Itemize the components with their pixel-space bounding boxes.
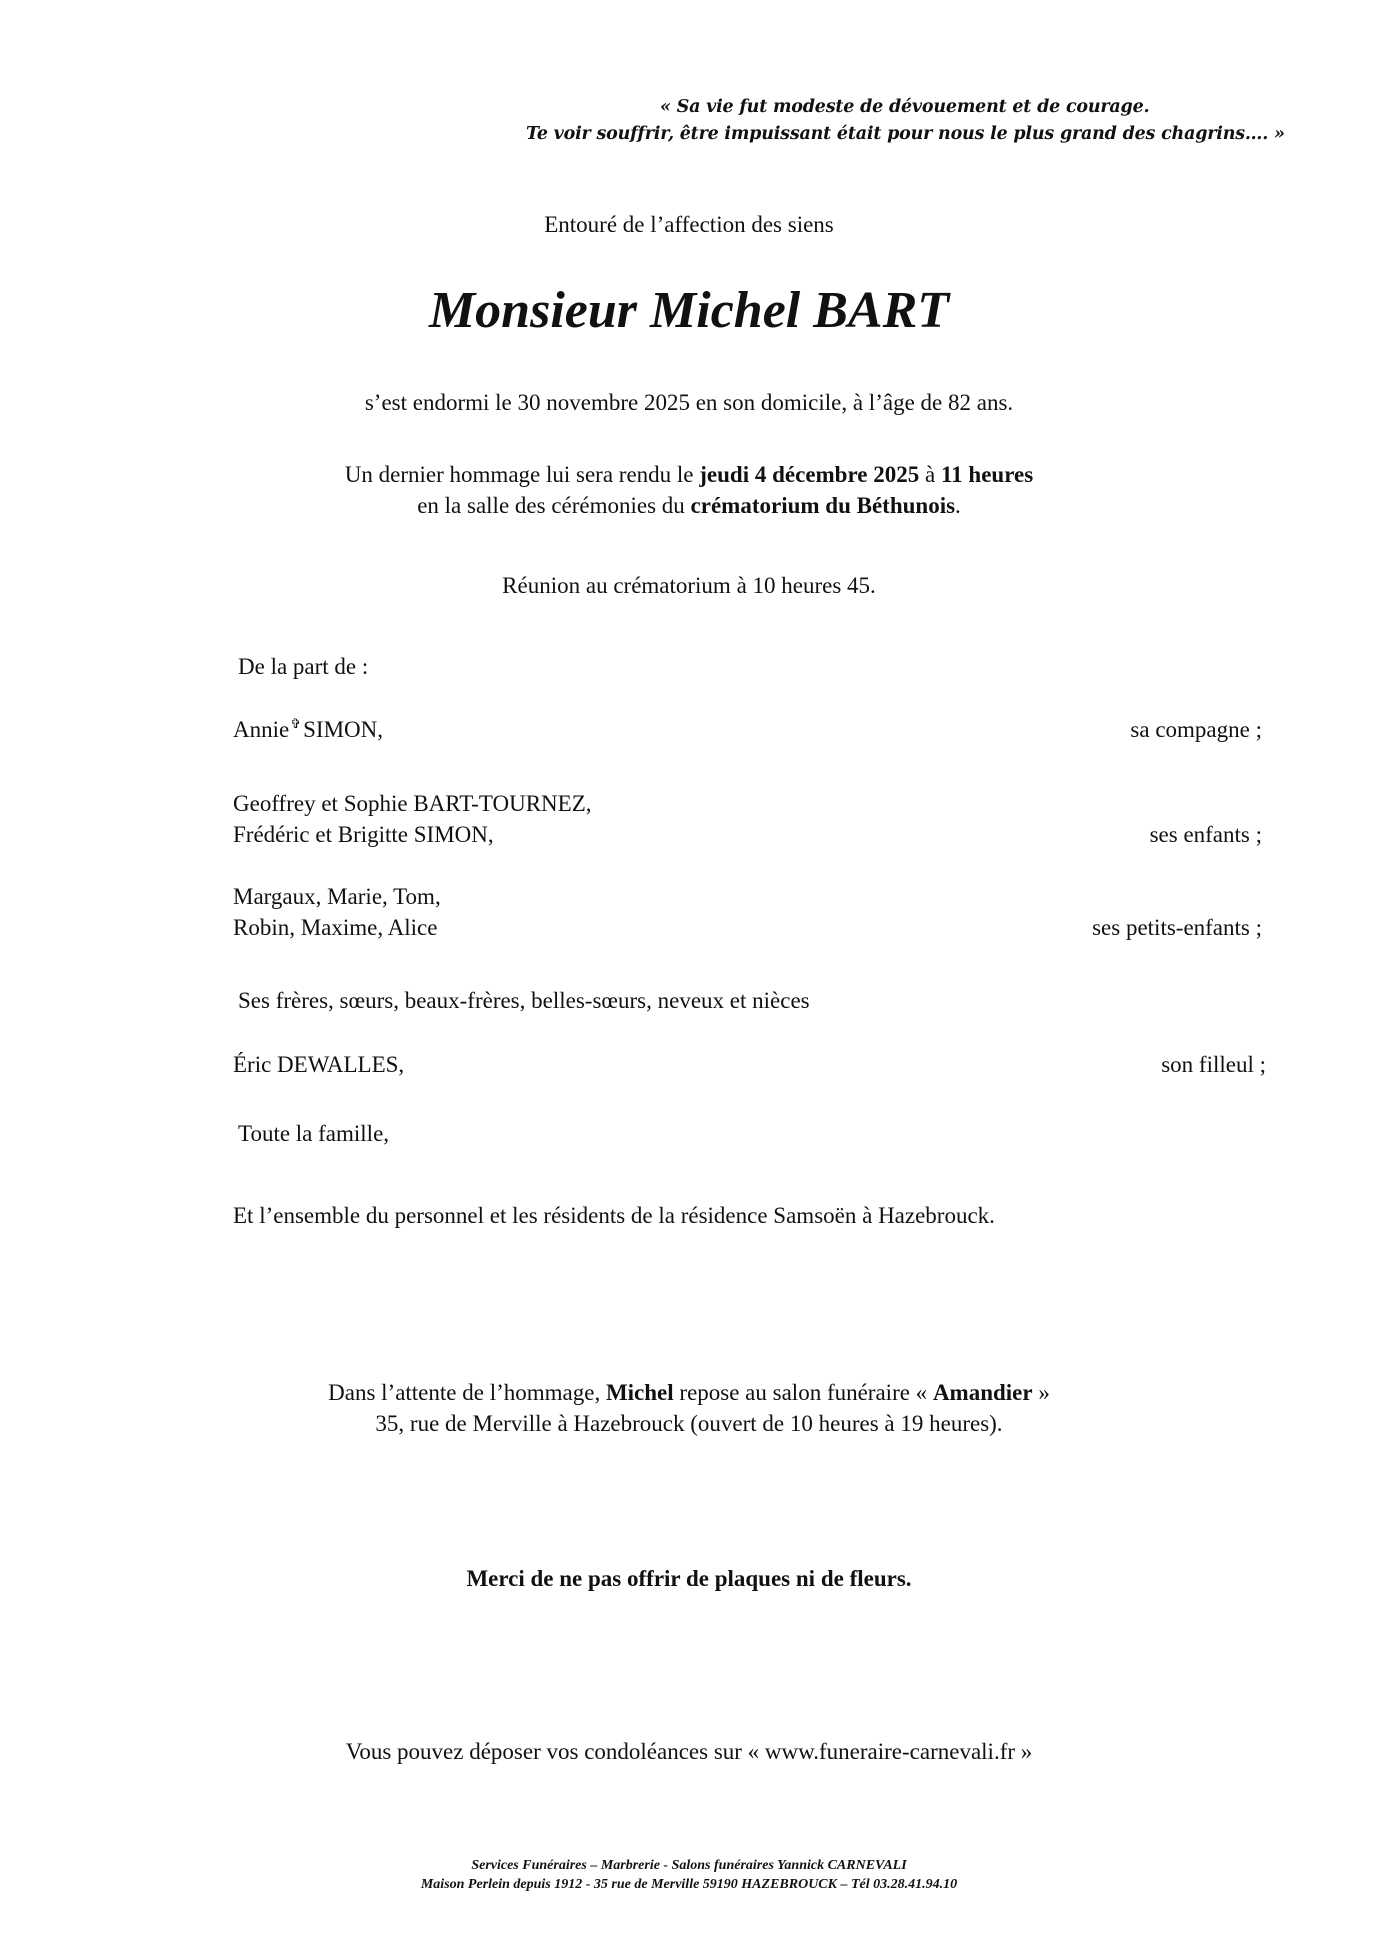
- family-relation: ses enfants ;: [1149, 822, 1262, 847]
- ceremony-place: crématorium du Béthunois: [690, 493, 956, 518]
- family-relation: sa compagne ;: [1130, 717, 1262, 742]
- family-name: Et l’ensemble du personnel et les résidents de la résidence Samsoën à Hazebrouck.: [233, 1203, 995, 1228]
- gathering-text: Réunion au crématorium à 10 heures 45.: [502, 573, 876, 598]
- viewing-mid: repose au salon funéraire «: [673, 1380, 933, 1405]
- family-name: Ses frères, sœurs, beaux-frères, belles-sœurs, neveux et nièces: [238, 988, 810, 1013]
- family-name: Geoffrey et Sophie BART-TOURNEZ,: [233, 791, 592, 816]
- viewing-name: Michel: [605, 1380, 674, 1405]
- ceremony-mid: à: [919, 462, 941, 487]
- family-name: Éric DEWALLES,: [233, 1052, 405, 1077]
- family-name: Annie: [233, 717, 290, 742]
- family-name: SIMON,: [303, 717, 383, 742]
- viewing-suffix: »: [1032, 1380, 1050, 1405]
- family-relation: son filleul ;: [1161, 1052, 1266, 1077]
- ceremony-date: jeudi 4 décembre 2025: [699, 462, 920, 487]
- ceremony-time: 11 heures: [940, 462, 1034, 487]
- viewing-salon: Amandier: [932, 1380, 1033, 1405]
- intro-text: Entouré de l’affection des siens: [544, 212, 834, 237]
- epigraph-line-2: Te voir souffrir, être impuissant était pour nous le plus grand des chagrins…. »: [526, 124, 1285, 144]
- from-label: De la part de :: [238, 654, 369, 679]
- viewing-prefix: Dans l’attente de l’hommage,: [328, 1380, 606, 1405]
- page-title: Monsieur Michel BART: [428, 282, 950, 339]
- ceremony-place-suffix: .: [955, 493, 961, 518]
- viewing-line-2: 35, rue de Merville à Hazebrouck (ouvert de 10 heures à 19 heures).: [375, 1411, 1003, 1436]
- ceremony-line-2: [0, 490, 1378, 521]
- family-relation: ses petits-enfants ;: [1092, 915, 1262, 940]
- family-name: Frédéric et Brigitte SIMON,: [233, 822, 494, 847]
- footer-line-2: Maison Perlein depuis 1912 - 35 rue de Merville 59190 HAZEBROUCK – Tél 03.28.41.94.10: [420, 1877, 958, 1892]
- cross-icon: ✞: [290, 716, 302, 731]
- ceremony-place-prefix: en la salle des cérémonies du: [417, 493, 691, 518]
- footer-line-1: Services Funéraires – Marbrerie - Salons funéraires Yannick CARNEVALI: [471, 1858, 907, 1873]
- no-flowers-request: Merci de ne pas offrir de plaques ni de fleurs.: [466, 1566, 912, 1591]
- epigraph-line-1: « Sa vie fut modeste de dévouement et de courage.: [660, 97, 1150, 117]
- family-name: Margaux, Marie, Tom,: [233, 884, 441, 909]
- ceremony-prefix: Un dernier hommage lui sera rendu le: [344, 462, 700, 487]
- family-name: Robin, Maxime, Alice: [233, 915, 438, 940]
- family-companion-names: [233, 714, 383, 745]
- ceremony-line-1: [0, 459, 1378, 490]
- family-name: Toute la famille,: [238, 1121, 390, 1146]
- death-notice: s’est endormi le 30 novembre 2025 en son domicile, à l’âge de 82 ans.: [364, 390, 1014, 415]
- condolences-text: Vous pouvez déposer vos condoléances sur « www.funeraire-carnevali.fr »: [345, 1739, 1033, 1764]
- viewing-line-1: [0, 1377, 1378, 1408]
